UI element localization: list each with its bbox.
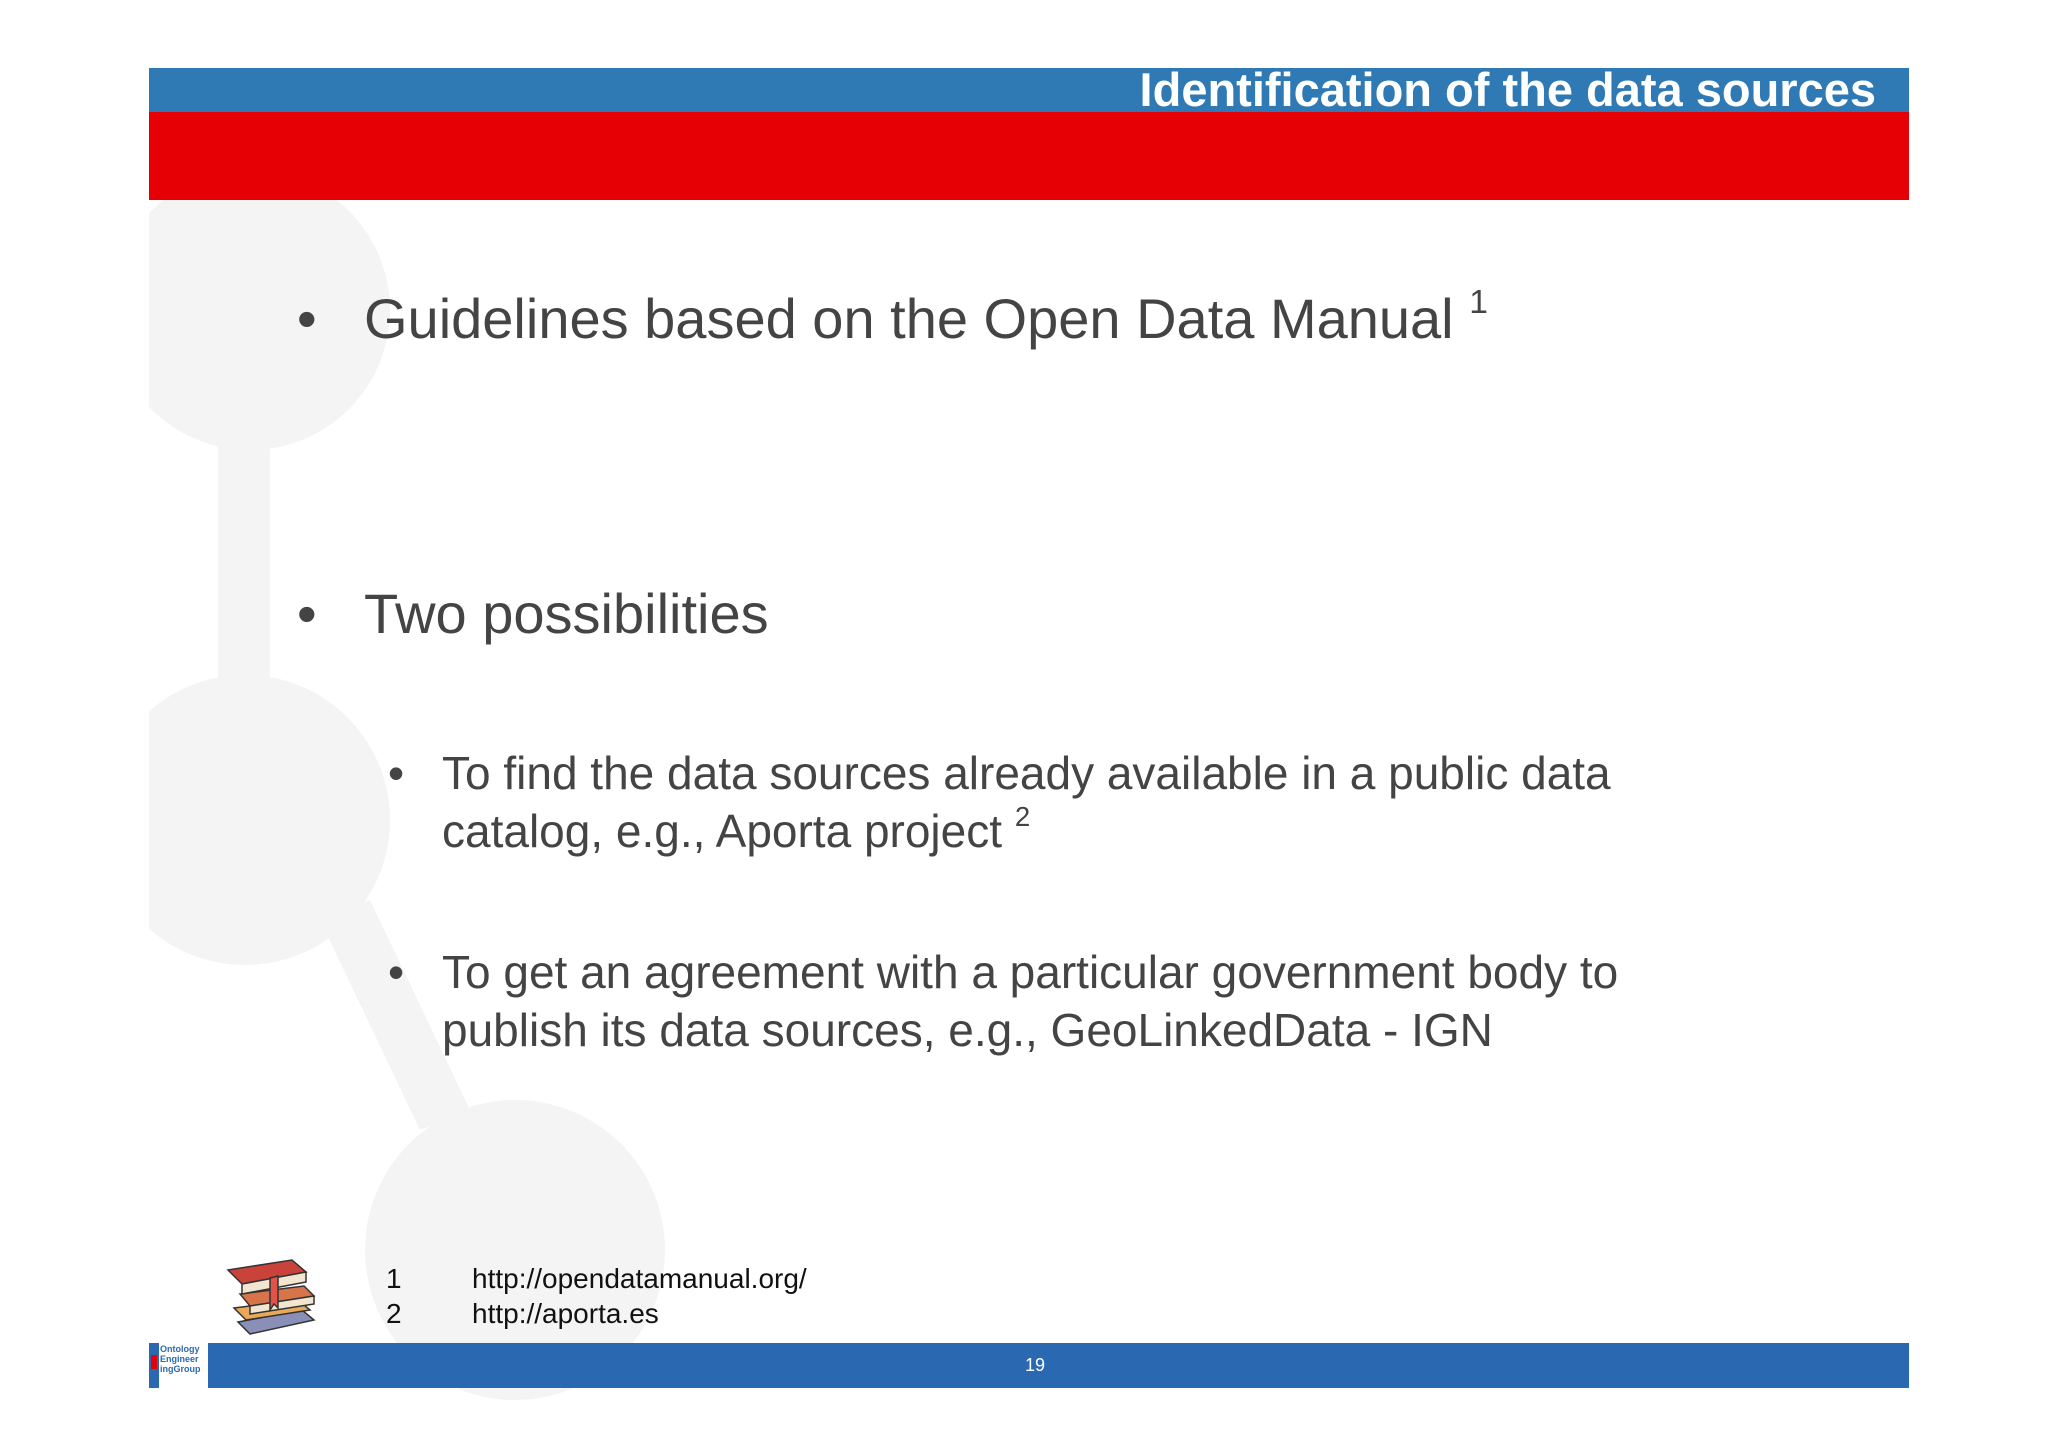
footnote-url[interactable]: http://opendatamanual.org/ (472, 1263, 807, 1294)
slide-title: Identification of the data sources (1139, 63, 1876, 116)
oeg-logo (149, 1343, 208, 1388)
header-red-band (149, 112, 1909, 200)
footnote-ref: 2 (1014, 801, 1031, 833)
bullet-text (364, 283, 1488, 361)
sub-bullet-line: publish its data sources, e.g., GeoLinkedData - IGN (442, 1004, 1493, 1056)
books-icon (218, 1248, 328, 1340)
bullet-label: Two possibilities (364, 582, 769, 645)
footnote-ref: 1 (1469, 283, 1488, 321)
footnote-url[interactable]: http://aporta.es (472, 1298, 659, 1329)
bullet-glyph: • (297, 582, 317, 645)
footnote-number: 2 (386, 1298, 402, 1329)
page-number: 19 (1024, 1355, 1046, 1375)
bullet-label: Guidelines based on the Open Data Manual (364, 287, 1454, 350)
logo-mark-accent (151, 1355, 157, 1369)
logo-text: Ontology Engineer ingGroup (160, 1344, 201, 1374)
sub-bullet-line: To find the data sources already available in a public data (442, 747, 1611, 799)
bullet-glyph: • (297, 287, 317, 350)
sub-bullet-line (442, 802, 1030, 867)
bullet-glyph: • (388, 747, 405, 799)
footnote-number: 1 (386, 1263, 402, 1294)
sub-bullet-line: To get an agreement with a particular government body to (442, 946, 1619, 998)
sub-bullet-label: catalog, e.g., Aporta project (442, 805, 1003, 857)
bullet-glyph: • (388, 946, 405, 998)
